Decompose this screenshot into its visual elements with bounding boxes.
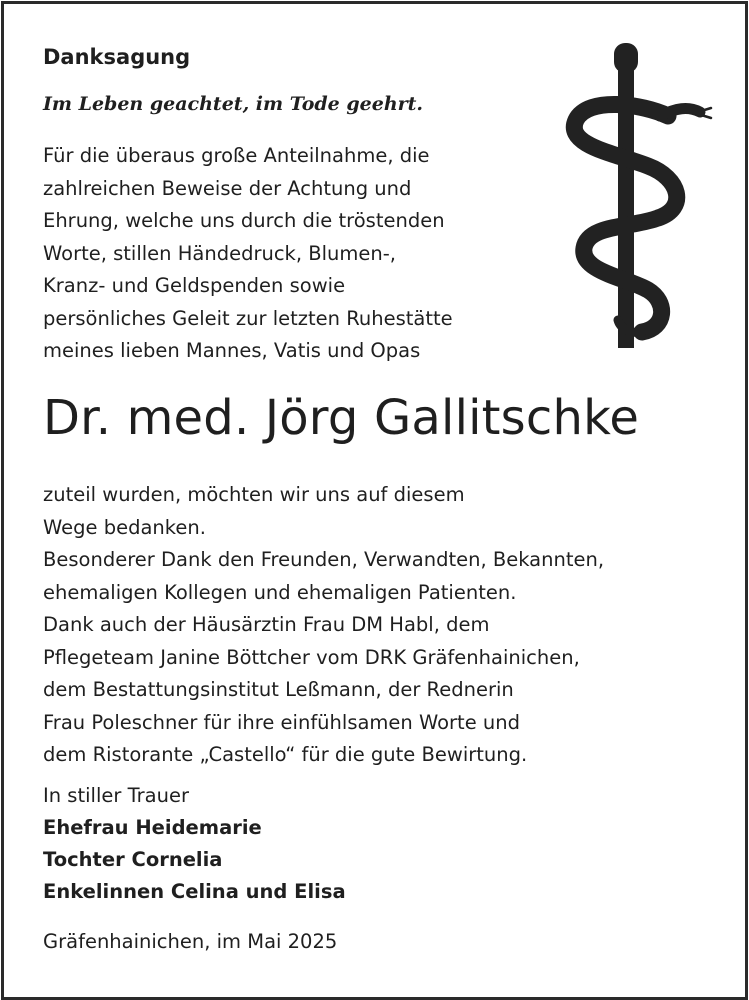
deceased-name: Dr. med. Jörg Gallitschke	[43, 390, 640, 446]
rod-of-asclepius-icon	[548, 38, 713, 348]
mourning-intro: In stiller Trauer	[43, 784, 189, 807]
intro-line: Ehrung, welche uns durch die tröstenden	[43, 209, 445, 232]
mourners-block	[43, 780, 346, 908]
intro-line: Für die überaus große Anteilnahme, die	[43, 144, 430, 167]
intro-paragraph	[43, 140, 563, 368]
mourner-name: Enkelinnen Celina und Elisa	[43, 880, 346, 903]
notice-motto: Im Leben geachtet, im Tode geehrt.	[43, 93, 424, 115]
mourner-name: Ehefrau Heidemarie	[43, 816, 262, 839]
thanks-line: dem Bestattungsinstitut Leßmann, der Rednerin	[43, 678, 514, 701]
intro-line: zahlreichen Beweise der Achtung und	[43, 176, 412, 200]
intro-line: Worte, stillen Händedruck, Blumen-,	[43, 241, 396, 265]
intro-line: persönliches Geleit zur letzten Ruhestätte	[43, 306, 453, 330]
thanks-line: Pflegeteam Janine Böttcher vom DRK Gräfenhainichen,	[43, 645, 580, 669]
thanks-line: Frau Poleschner für ihre einfühlsamen Worte und	[43, 710, 520, 734]
thanks-line: Wege bedanken.	[43, 515, 206, 539]
intro-line: Kranz- und Geldspenden sowie	[43, 274, 346, 297]
thanks-paragraph	[43, 479, 733, 772]
intro-line: meines lieben Mannes, Vatis und Opas	[43, 339, 421, 362]
thanks-line: ehemaligen Kollegen und ehemaligen Patienten.	[43, 580, 517, 604]
thanks-line: Besonderer Dank den Freunden, Verwandten, Bekannten,	[43, 548, 605, 571]
thanks-line: zuteil wurden, möchten wir uns auf diesem	[43, 483, 465, 506]
thanks-line: dem Ristorante „Castello“ für die gute Bewirtung.	[43, 743, 528, 766]
thanks-line: Dank auch der Häusärztin Frau DM Habl, dem	[43, 613, 490, 636]
notice-heading: Danksagung	[43, 45, 191, 69]
place-and-date: Gräfenhainichen, im Mai 2025	[43, 930, 338, 953]
mourner-name: Tochter Cornelia	[43, 848, 223, 871]
